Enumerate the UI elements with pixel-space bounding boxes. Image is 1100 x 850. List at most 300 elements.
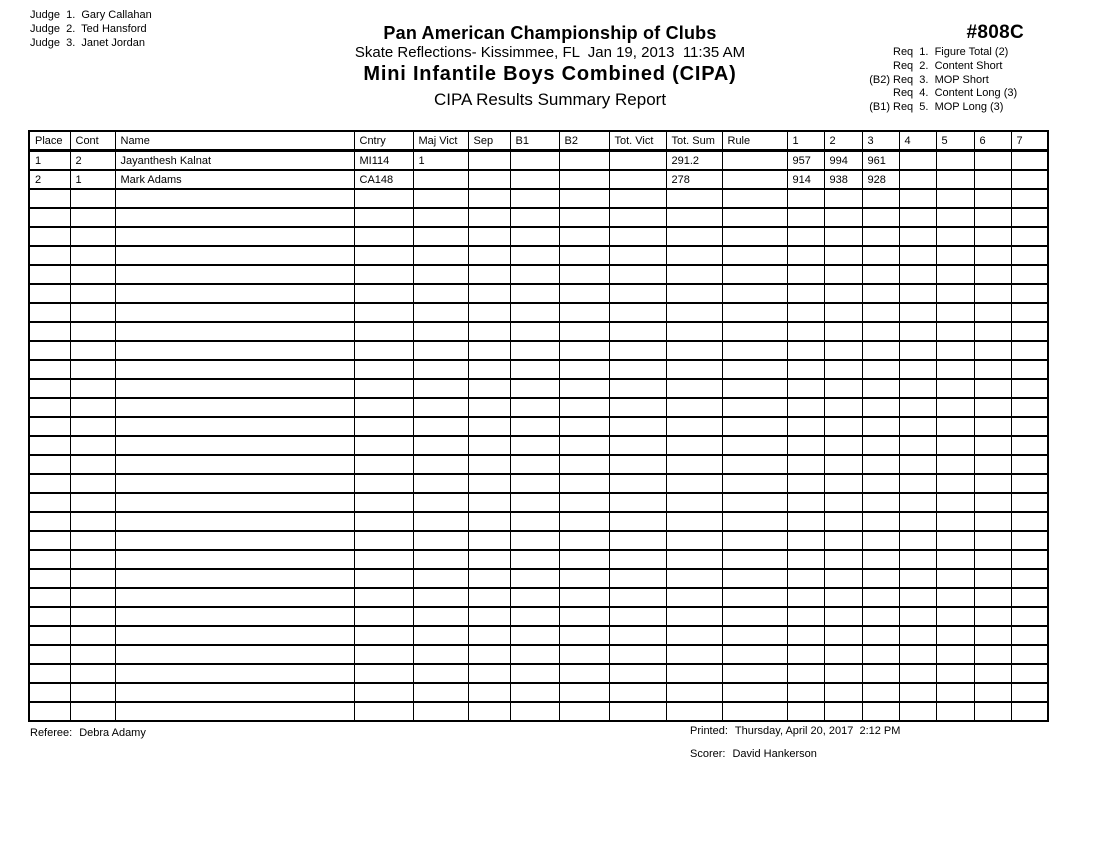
- cell-j7: [1011, 265, 1048, 284]
- cell-sep: [468, 151, 510, 171]
- empty-row: [29, 588, 1048, 607]
- cell-name: [115, 284, 354, 303]
- cell-place: [29, 341, 70, 360]
- cell-j2: [824, 645, 862, 664]
- cell-cont: [70, 341, 115, 360]
- cell-b2: [559, 284, 609, 303]
- cell-b1: [510, 569, 559, 588]
- column-header-j2: 2: [824, 131, 862, 151]
- cell-j5: [936, 702, 974, 721]
- cell-maj_vict: [413, 417, 468, 436]
- cell-j3: 928: [862, 170, 899, 189]
- cell-sep: [468, 531, 510, 550]
- cell-sep: [468, 455, 510, 474]
- cell-j6: [974, 683, 1011, 702]
- cell-j2: [824, 626, 862, 645]
- cell-tot_sum: [666, 607, 722, 626]
- cell-j5: [936, 645, 974, 664]
- cell-cont: [70, 550, 115, 569]
- cell-maj_vict: [413, 455, 468, 474]
- cell-j6: [974, 303, 1011, 322]
- empty-row: [29, 550, 1048, 569]
- cell-place: 2: [29, 170, 70, 189]
- cell-b2: [559, 379, 609, 398]
- requirement-text: Req 5. MOP Long (3): [893, 101, 1004, 114]
- cell-j1: [787, 607, 824, 626]
- cell-j3: [862, 208, 899, 227]
- cell-sep: [468, 284, 510, 303]
- cell-tot_sum: [666, 189, 722, 208]
- cell-b1: [510, 227, 559, 246]
- cell-cntry: [354, 303, 413, 322]
- cell-name: [115, 607, 354, 626]
- cell-j5: [936, 322, 974, 341]
- cell-tot_sum: [666, 246, 722, 265]
- cell-j2: [824, 227, 862, 246]
- cell-maj_vict: [413, 227, 468, 246]
- cell-j7: [1011, 493, 1048, 512]
- cell-sep: [468, 341, 510, 360]
- cell-j7: [1011, 474, 1048, 493]
- cell-j7: [1011, 379, 1048, 398]
- cell-j6: [974, 265, 1011, 284]
- cell-j3: [862, 645, 899, 664]
- cell-name: [115, 569, 354, 588]
- cell-tot_sum: [666, 322, 722, 341]
- cell-j3: [862, 417, 899, 436]
- cell-tot_vict: [609, 417, 666, 436]
- cell-j6: [974, 322, 1011, 341]
- cell-j3: [862, 303, 899, 322]
- cell-j6: [974, 227, 1011, 246]
- cell-j3: [862, 284, 899, 303]
- cell-j2: [824, 683, 862, 702]
- cell-cont: [70, 208, 115, 227]
- cell-j2: [824, 284, 862, 303]
- cell-j6: [974, 341, 1011, 360]
- cell-rule: [722, 284, 787, 303]
- cell-tot_vict: [609, 208, 666, 227]
- cell-tot_vict: [609, 436, 666, 455]
- cell-sep: [468, 626, 510, 645]
- requirement-line-2: [858, 60, 1024, 74]
- cell-cont: [70, 626, 115, 645]
- cell-tot_vict: [609, 379, 666, 398]
- cell-j1: [787, 702, 824, 721]
- cell-sep: [468, 398, 510, 417]
- requirement-line-3: [858, 74, 1024, 88]
- cell-j4: [899, 493, 936, 512]
- cell-j4: [899, 664, 936, 683]
- cell-sep: [468, 265, 510, 284]
- cell-cont: [70, 360, 115, 379]
- cell-j5: [936, 607, 974, 626]
- empty-row: [29, 531, 1048, 550]
- cell-j2: [824, 474, 862, 493]
- cell-j1: [787, 208, 824, 227]
- judge-line-2: Judge 2. Ted Hansford: [30, 23, 147, 35]
- cell-name: [115, 417, 354, 436]
- cell-maj_vict: [413, 664, 468, 683]
- cell-j3: [862, 227, 899, 246]
- cell-place: [29, 398, 70, 417]
- cell-cntry: [354, 683, 413, 702]
- cell-name: [115, 360, 354, 379]
- cell-name: [115, 208, 354, 227]
- cell-rule: [722, 531, 787, 550]
- cell-rule: [722, 303, 787, 322]
- cell-maj_vict: [413, 379, 468, 398]
- requirement-text: Req 3. MOP Short: [893, 73, 989, 86]
- cell-cntry: [354, 417, 413, 436]
- cell-j6: [974, 398, 1011, 417]
- cell-cont: [70, 265, 115, 284]
- cell-sep: [468, 702, 510, 721]
- cell-j3: [862, 379, 899, 398]
- cell-tot_sum: [666, 645, 722, 664]
- cell-b2: [559, 645, 609, 664]
- cell-j3: [862, 322, 899, 341]
- cell-cntry: [354, 265, 413, 284]
- cell-rule: [722, 474, 787, 493]
- cell-tot_sum: [666, 379, 722, 398]
- requirement-line-5: [858, 101, 1024, 115]
- cell-j3: [862, 683, 899, 702]
- cell-j1: [787, 436, 824, 455]
- cell-j4: [899, 398, 936, 417]
- cell-name: [115, 683, 354, 702]
- cell-cntry: [354, 341, 413, 360]
- cell-maj_vict: [413, 265, 468, 284]
- cell-j7: [1011, 588, 1048, 607]
- cell-b2: [559, 341, 609, 360]
- cell-j7: [1011, 151, 1048, 171]
- cell-cntry: [354, 588, 413, 607]
- cell-j1: [787, 265, 824, 284]
- cell-j6: [974, 607, 1011, 626]
- cell-cntry: [354, 436, 413, 455]
- header-row: [29, 131, 1048, 151]
- cell-tot_sum: [666, 588, 722, 607]
- cell-j5: [936, 664, 974, 683]
- cell-sep: [468, 664, 510, 683]
- cell-j3: [862, 702, 899, 721]
- cell-j4: [899, 208, 936, 227]
- cell-cont: [70, 436, 115, 455]
- cell-place: [29, 455, 70, 474]
- cell-j1: [787, 303, 824, 322]
- cell-maj_vict: [413, 398, 468, 417]
- cell-sep: [468, 189, 510, 208]
- cell-j4: [899, 360, 936, 379]
- cell-cont: [70, 417, 115, 436]
- cell-sep: [468, 208, 510, 227]
- cell-name: [115, 550, 354, 569]
- cell-name: [115, 436, 354, 455]
- cell-j1: [787, 531, 824, 550]
- empty-row: [29, 493, 1048, 512]
- cell-j1: [787, 322, 824, 341]
- cell-j7: [1011, 284, 1048, 303]
- cell-j6: [974, 588, 1011, 607]
- cell-j3: [862, 664, 899, 683]
- cell-j6: [974, 493, 1011, 512]
- cell-rule: [722, 322, 787, 341]
- cell-tot_vict: [609, 588, 666, 607]
- cell-j3: [862, 626, 899, 645]
- cell-j6: [974, 474, 1011, 493]
- cell-b2: [559, 246, 609, 265]
- cell-rule: [722, 151, 787, 171]
- cell-sep: [468, 246, 510, 265]
- cell-j4: [899, 455, 936, 474]
- cell-tot_vict: [609, 569, 666, 588]
- cell-b2: [559, 550, 609, 569]
- cell-cntry: [354, 664, 413, 683]
- cell-j4: [899, 607, 936, 626]
- cell-b1: [510, 493, 559, 512]
- empty-row: [29, 208, 1048, 227]
- empty-row: [29, 683, 1048, 702]
- cell-j5: [936, 398, 974, 417]
- cell-rule: [722, 607, 787, 626]
- cell-sep: [468, 607, 510, 626]
- print-info: [690, 725, 900, 771]
- column-header-cntry: Cntry: [354, 131, 413, 151]
- cell-j2: [824, 303, 862, 322]
- cell-b1: [510, 341, 559, 360]
- cell-cont: [70, 531, 115, 550]
- cell-j4: [899, 436, 936, 455]
- cell-j7: [1011, 664, 1048, 683]
- cell-tot_vict: [609, 265, 666, 284]
- cell-cont: [70, 683, 115, 702]
- empty-row: [29, 284, 1048, 303]
- cell-j1: [787, 246, 824, 265]
- cell-j1: [787, 569, 824, 588]
- column-header-j4: 4: [899, 131, 936, 151]
- cell-rule: [722, 417, 787, 436]
- cell-cntry: [354, 398, 413, 417]
- cell-b1: [510, 189, 559, 208]
- cell-maj_vict: [413, 474, 468, 493]
- cell-tot_sum: 278: [666, 170, 722, 189]
- column-header-tot_sum: Tot. Sum: [666, 131, 722, 151]
- cell-b2: [559, 189, 609, 208]
- cell-tot_sum: [666, 455, 722, 474]
- cell-j3: [862, 607, 899, 626]
- cell-tot_vict: [609, 303, 666, 322]
- cell-maj_vict: [413, 626, 468, 645]
- cell-cntry: [354, 322, 413, 341]
- cell-tot_vict: [609, 683, 666, 702]
- cell-place: [29, 588, 70, 607]
- cell-b2: [559, 683, 609, 702]
- cell-j6: [974, 151, 1011, 171]
- cell-rule: [722, 360, 787, 379]
- cell-j1: [787, 588, 824, 607]
- empty-row: [29, 626, 1048, 645]
- cell-b2: [559, 265, 609, 284]
- cell-b1: [510, 645, 559, 664]
- cell-cont: [70, 189, 115, 208]
- cell-name: [115, 664, 354, 683]
- cell-j4: [899, 702, 936, 721]
- cell-cont: [70, 398, 115, 417]
- cell-j5: [936, 683, 974, 702]
- cell-b1: [510, 151, 559, 171]
- cell-place: [29, 645, 70, 664]
- requirement-text: Req 4. Content Long (3): [893, 87, 1018, 100]
- cell-sep: [468, 588, 510, 607]
- cell-place: [29, 664, 70, 683]
- cell-tot_sum: [666, 208, 722, 227]
- cell-cntry: [354, 493, 413, 512]
- cell-place: [29, 626, 70, 645]
- cell-cont: [70, 493, 115, 512]
- cell-tot_sum: [666, 265, 722, 284]
- cell-j3: [862, 493, 899, 512]
- cell-rule: [722, 493, 787, 512]
- competition-title: Pan American Championship of Clubs: [383, 23, 717, 43]
- cell-j6: [974, 531, 1011, 550]
- cell-rule: [722, 702, 787, 721]
- cell-b1: [510, 417, 559, 436]
- referee-label: Referee:: [30, 727, 73, 739]
- cell-tot_vict: [609, 626, 666, 645]
- cell-j7: [1011, 645, 1048, 664]
- cell-j4: [899, 189, 936, 208]
- cell-b1: [510, 607, 559, 626]
- cell-tot_vict: [609, 531, 666, 550]
- column-header-tot_vict: Tot. Vict: [609, 131, 666, 151]
- cell-j1: [787, 379, 824, 398]
- cell-place: [29, 208, 70, 227]
- cell-maj_vict: 1: [413, 151, 468, 171]
- column-header-j7: 7: [1011, 131, 1048, 151]
- cell-cont: [70, 322, 115, 341]
- cell-j3: [862, 512, 899, 531]
- cell-j4: [899, 303, 936, 322]
- cell-maj_vict: [413, 531, 468, 550]
- cell-j5: [936, 417, 974, 436]
- cell-j4: [899, 531, 936, 550]
- cell-cntry: [354, 512, 413, 531]
- cell-j3: [862, 550, 899, 569]
- cell-j4: [899, 550, 936, 569]
- cell-place: 1: [29, 151, 70, 171]
- cell-tot_vict: [609, 398, 666, 417]
- cell-j1: [787, 284, 824, 303]
- cell-j3: [862, 265, 899, 284]
- cell-cont: [70, 246, 115, 265]
- cell-cont: [70, 284, 115, 303]
- cell-j5: [936, 493, 974, 512]
- cell-j2: [824, 360, 862, 379]
- cell-cont: [70, 379, 115, 398]
- cell-b2: [559, 531, 609, 550]
- cell-j7: [1011, 341, 1048, 360]
- cell-j3: [862, 531, 899, 550]
- cell-j5: [936, 550, 974, 569]
- cell-rule: [722, 341, 787, 360]
- cell-j1: [787, 493, 824, 512]
- empty-row: [29, 645, 1048, 664]
- cell-j1: [787, 664, 824, 683]
- cell-j2: [824, 189, 862, 208]
- cell-cont: 1: [70, 170, 115, 189]
- cell-place: [29, 569, 70, 588]
- cell-b1: [510, 360, 559, 379]
- cell-tot_sum: [666, 664, 722, 683]
- empty-row: [29, 702, 1048, 721]
- cell-j5: [936, 512, 974, 531]
- cell-place: [29, 360, 70, 379]
- cell-j4: [899, 379, 936, 398]
- cell-j7: [1011, 417, 1048, 436]
- cell-tot_sum: [666, 341, 722, 360]
- cell-cont: [70, 227, 115, 246]
- cell-j3: [862, 246, 899, 265]
- empty-row: [29, 341, 1048, 360]
- cell-j5: [936, 379, 974, 398]
- cell-maj_vict: [413, 512, 468, 531]
- cell-j7: [1011, 322, 1048, 341]
- empty-row: [29, 360, 1048, 379]
- requirement-prefix: [858, 46, 890, 60]
- cell-place: [29, 227, 70, 246]
- empty-row: [29, 569, 1048, 588]
- cell-j3: [862, 588, 899, 607]
- requirement-prefix: [858, 60, 890, 74]
- cell-j1: [787, 417, 824, 436]
- cell-name: Mark Adams: [115, 170, 354, 189]
- cell-j7: [1011, 303, 1048, 322]
- cell-sep: [468, 227, 510, 246]
- cell-tot_vict: [609, 227, 666, 246]
- result-row: [29, 151, 1048, 171]
- cell-name: [115, 303, 354, 322]
- cell-tot_vict: [609, 512, 666, 531]
- cell-b1: [510, 550, 559, 569]
- cell-cont: [70, 645, 115, 664]
- column-header-j3: 3: [862, 131, 899, 151]
- cell-b2: [559, 569, 609, 588]
- cell-b2: [559, 436, 609, 455]
- cell-cont: [70, 474, 115, 493]
- cell-j3: [862, 436, 899, 455]
- cell-b1: [510, 664, 559, 683]
- cell-rule: [722, 512, 787, 531]
- cell-cntry: [354, 360, 413, 379]
- cell-cntry: [354, 550, 413, 569]
- cell-j5: [936, 474, 974, 493]
- cell-name: [115, 246, 354, 265]
- cell-tot_vict: [609, 664, 666, 683]
- cell-place: [29, 474, 70, 493]
- cell-j7: [1011, 683, 1048, 702]
- cell-j4: [899, 417, 936, 436]
- cell-b2: [559, 512, 609, 531]
- cell-b2: [559, 208, 609, 227]
- cell-maj_vict: [413, 607, 468, 626]
- cell-name: [115, 531, 354, 550]
- cell-cont: [70, 607, 115, 626]
- cell-j7: [1011, 531, 1048, 550]
- cell-maj_vict: [413, 702, 468, 721]
- cell-j2: [824, 398, 862, 417]
- cell-name: [115, 512, 354, 531]
